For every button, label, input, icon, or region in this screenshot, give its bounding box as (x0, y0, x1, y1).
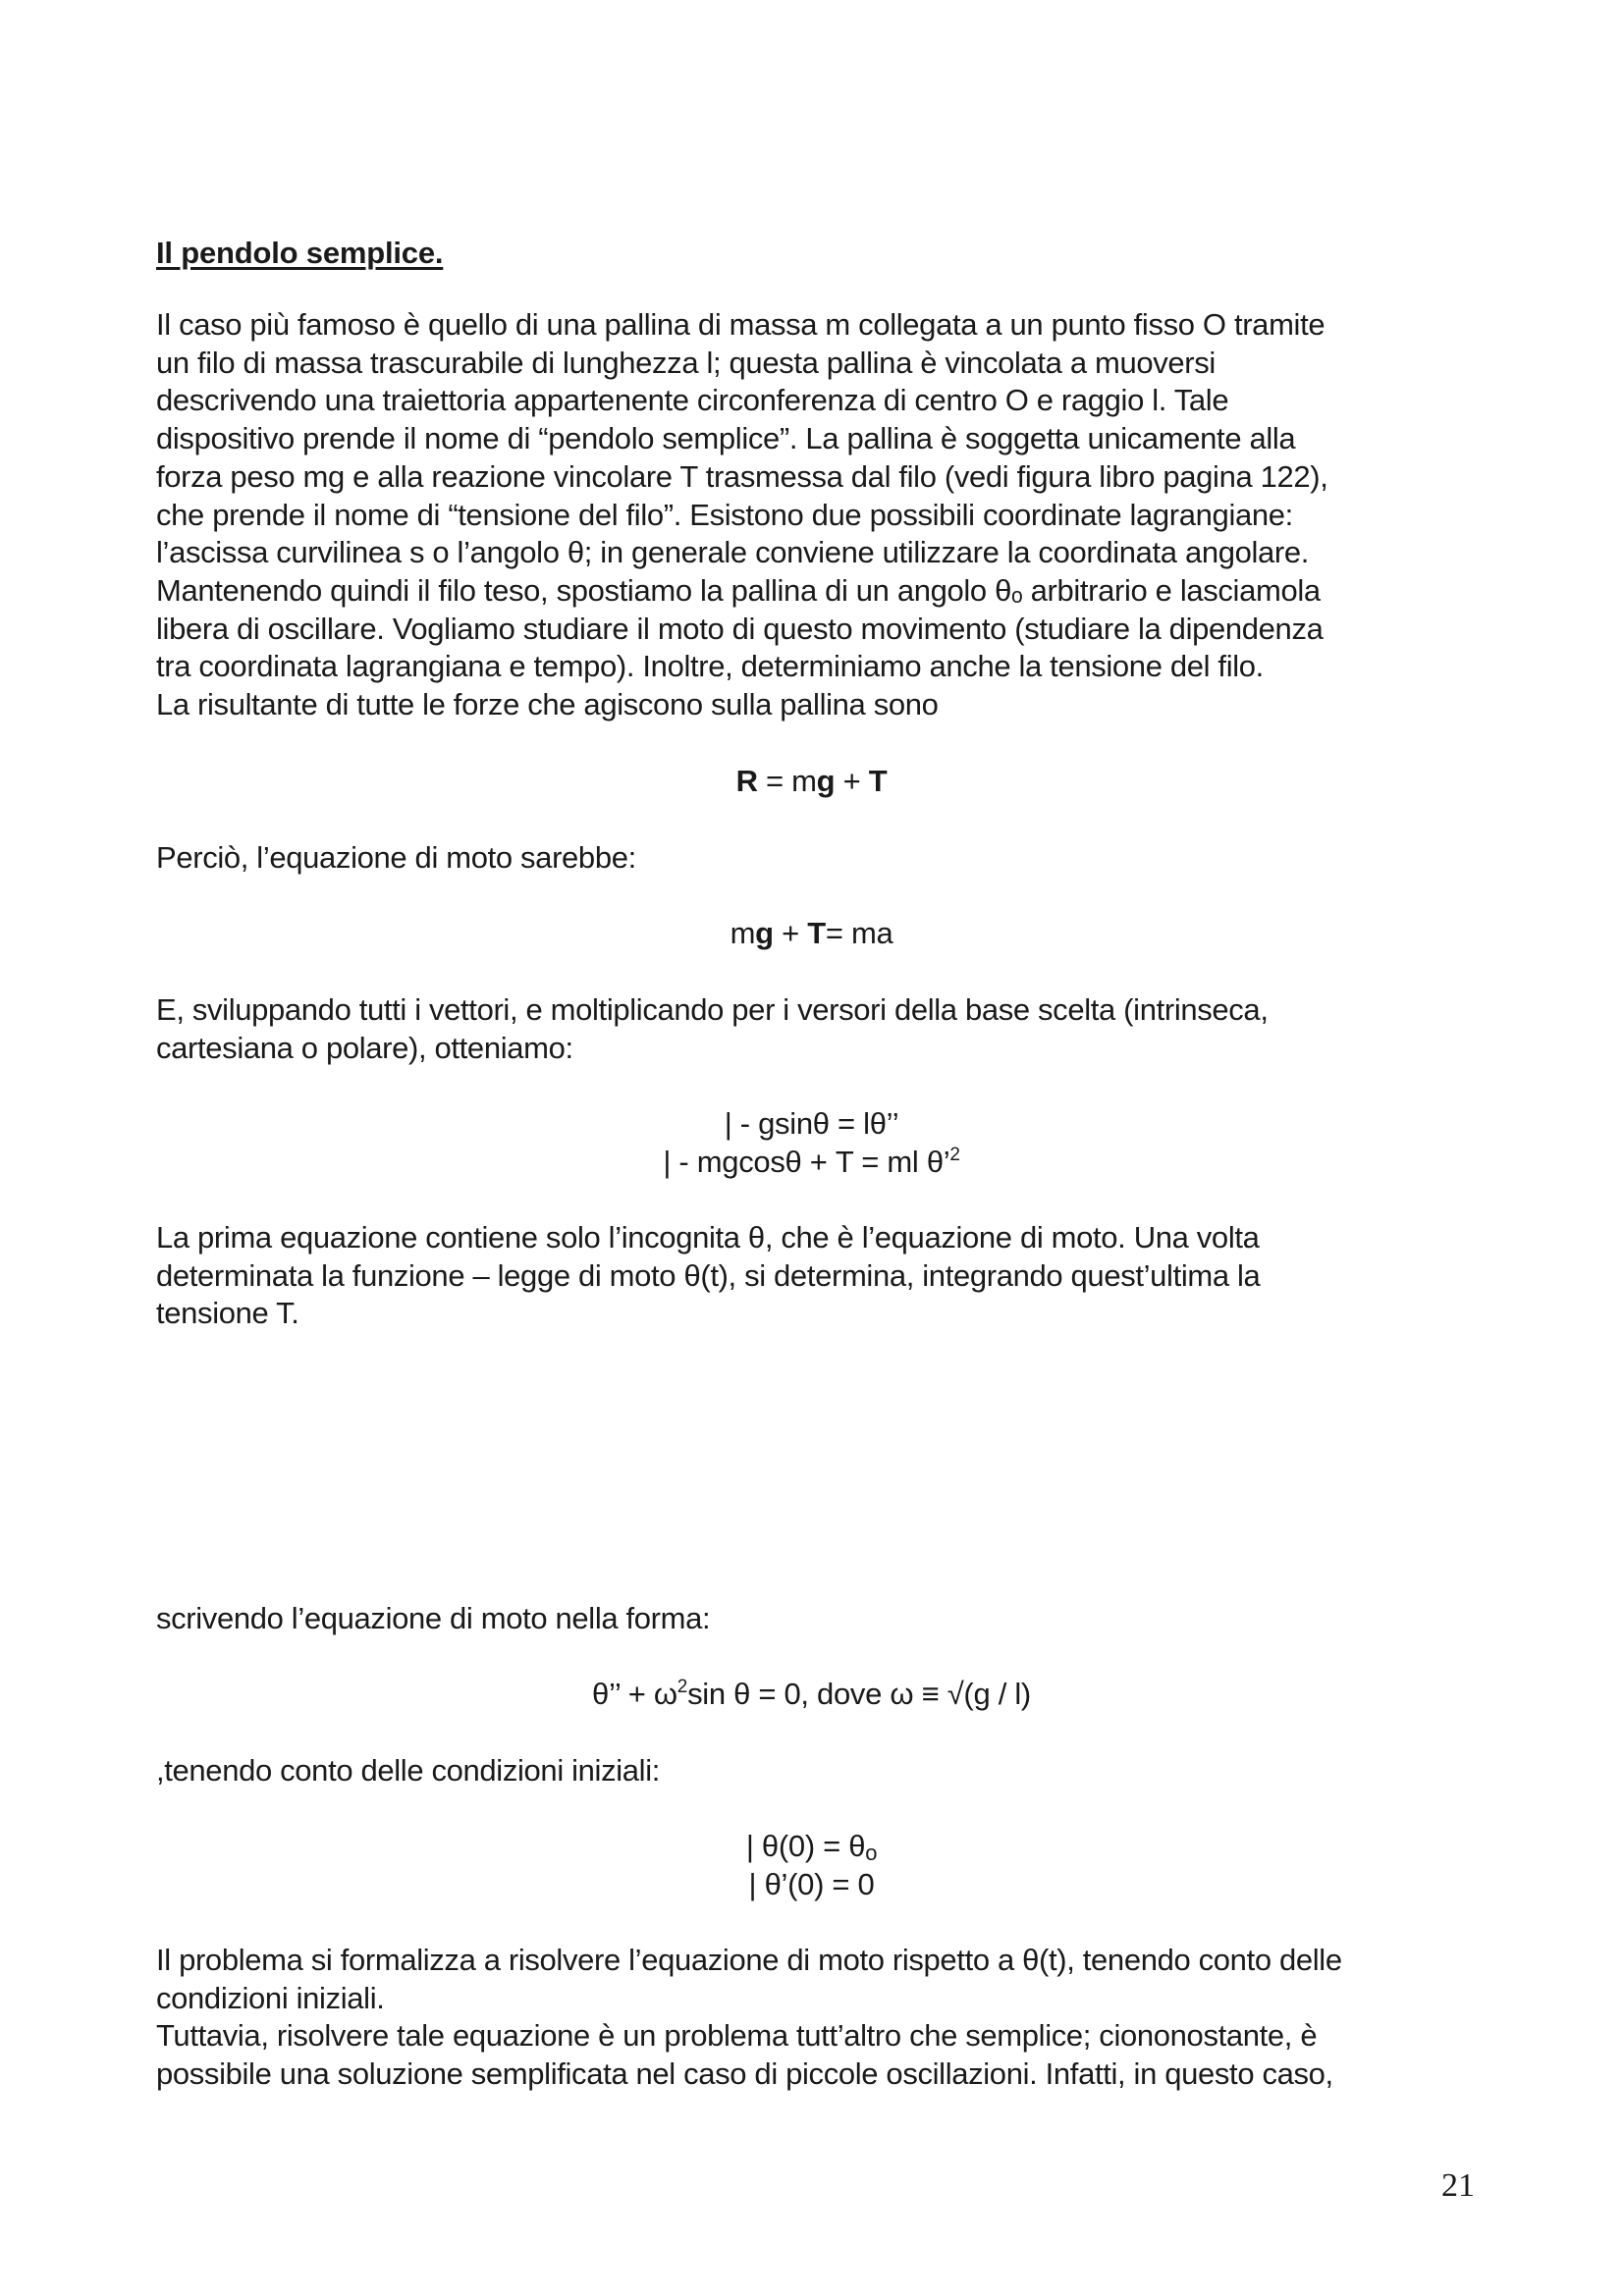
text-line: descrivendo una traiettoria appartenente circonferenza di centro O e raggio l. Tale (156, 383, 1229, 418)
text-line: Mantenendo quindi il filo teso, spostiamo la pallina di un angolo θₒ arbitrario e lasciamola (156, 572, 1321, 608)
text-line: dispositivo prende il nome di “pendolo semplice”. La pallina è soggetta unicamente alla (156, 421, 1296, 456)
text-line: condizioni iniziali. (156, 1980, 385, 2015)
text-line: tensione T. (156, 1296, 299, 1331)
equation-system-2 (0, 1828, 1623, 1903)
text-line: determinata la funzione – legge di moto θ(t), si determina, integrando quest’ultima la (156, 1257, 1261, 1293)
text-line: un filo di massa trascurabile di lunghezza l; questa pallina è vincolata a muoversi (156, 345, 1216, 380)
superscript: 2 (676, 1677, 688, 1697)
page-number: 21 (1441, 2167, 1475, 2204)
subscript: o (865, 1841, 878, 1865)
eq-text: = m (757, 764, 817, 798)
text-line: Il problema si formalizza a risolvere l’equazione di moto rispetto a θ(t), tenendo conto delle (156, 1943, 1342, 1977)
text-line: ,tenendo conto delle condizioni iniziali: (156, 1753, 660, 1788)
text-line: che prende il nome di “tensione del filo”. Esistono due possibili coordinate lagrangiane: (156, 497, 1293, 532)
eq-text: + (773, 916, 808, 950)
scrivendo-paragraph (156, 1600, 1491, 1638)
text-line: forza peso mg e alla reazione vincolare T trasmessa dal filo (vedi figura libro pagina 122), (156, 458, 1328, 494)
eq-text: m (730, 916, 756, 950)
equation-omega (0, 1676, 1623, 1714)
equation-motion (0, 915, 1623, 953)
text-line: scrivendo l’equazione di moto nella forma: (156, 1601, 711, 1635)
eq-text: θ’’ + ω (592, 1677, 677, 1711)
system-line: | θ’(0) = 0 (748, 1866, 875, 1901)
superscript: 2 (949, 1144, 960, 1165)
vector-g: g (755, 916, 774, 950)
eq-text: sin θ = 0, dove ω ≡ √(g / l) (687, 1677, 1031, 1711)
system-line (0, 1828, 1623, 1866)
prima-paragraph (156, 1219, 1491, 1333)
text-line: l’ascissa curvilinea s o l’angolo θ; in generale conviene utilizzare la coordinata angolare. (156, 535, 1310, 570)
vector-R: R (735, 764, 758, 798)
text-line: La prima equazione contiene solo l’incognita θ, che è l’equazione di moto. Una volta (156, 1220, 1260, 1255)
vector-g: g (816, 764, 836, 798)
text-line: La risultante di tutte le forze che agiscono sulla pallina sono (156, 687, 939, 722)
perciò-paragraph (156, 839, 1491, 878)
eq-text: | θ(0) = θ (745, 1829, 866, 1863)
text-line: Perciò, l’equazione di moto sarebbe: (156, 840, 636, 875)
intro-paragraph (156, 306, 1491, 724)
section-title: Il pendolo semplice. (156, 236, 444, 270)
eq-text: + (835, 764, 869, 798)
system-line (0, 1144, 1623, 1182)
vector-T: T (868, 764, 888, 798)
equation-resultant (0, 763, 1623, 801)
text-line: libera di oscillare. Vogliamo studiare il moto di questo movimento (studiare la dipendenza (156, 611, 1324, 646)
eq-text: | - mgcosθ + T = ml θ’ (663, 1144, 950, 1179)
text-line: E, sviluppando tutti i vettori, e moltiplicando per i versori della base scelta (intrinseca, (156, 992, 1269, 1027)
system-line: | - gsinθ = lθ’’ (724, 1106, 899, 1141)
text-line: Il caso più famoso è quello di una pallina di massa m collegata a un punto fisso O tramite (156, 307, 1325, 342)
text-line: Tuttavia, risolvere tale equazione è un problema tutt’altro che semplice; ciononostante, è (156, 2018, 1318, 2054)
text-line: possibile una soluzione semplificata nel caso di piccole oscillazioni. Infatti, in questo caso, (156, 2056, 1333, 2092)
vector-T: T (807, 916, 826, 950)
tenendo-paragraph (156, 1752, 1491, 1790)
text-line: cartesiana o polare), otteniamo: (156, 1030, 573, 1065)
sviluppo-paragraph (156, 991, 1491, 1067)
eq-text: = ma (825, 916, 893, 950)
text-line: tra coordinata lagrangiana e tempo). Inoltre, determiniamo anche la tensione del filo. (156, 649, 1264, 684)
conclusione-paragraph (156, 1942, 1491, 2094)
equation-system-1 (0, 1105, 1623, 1181)
